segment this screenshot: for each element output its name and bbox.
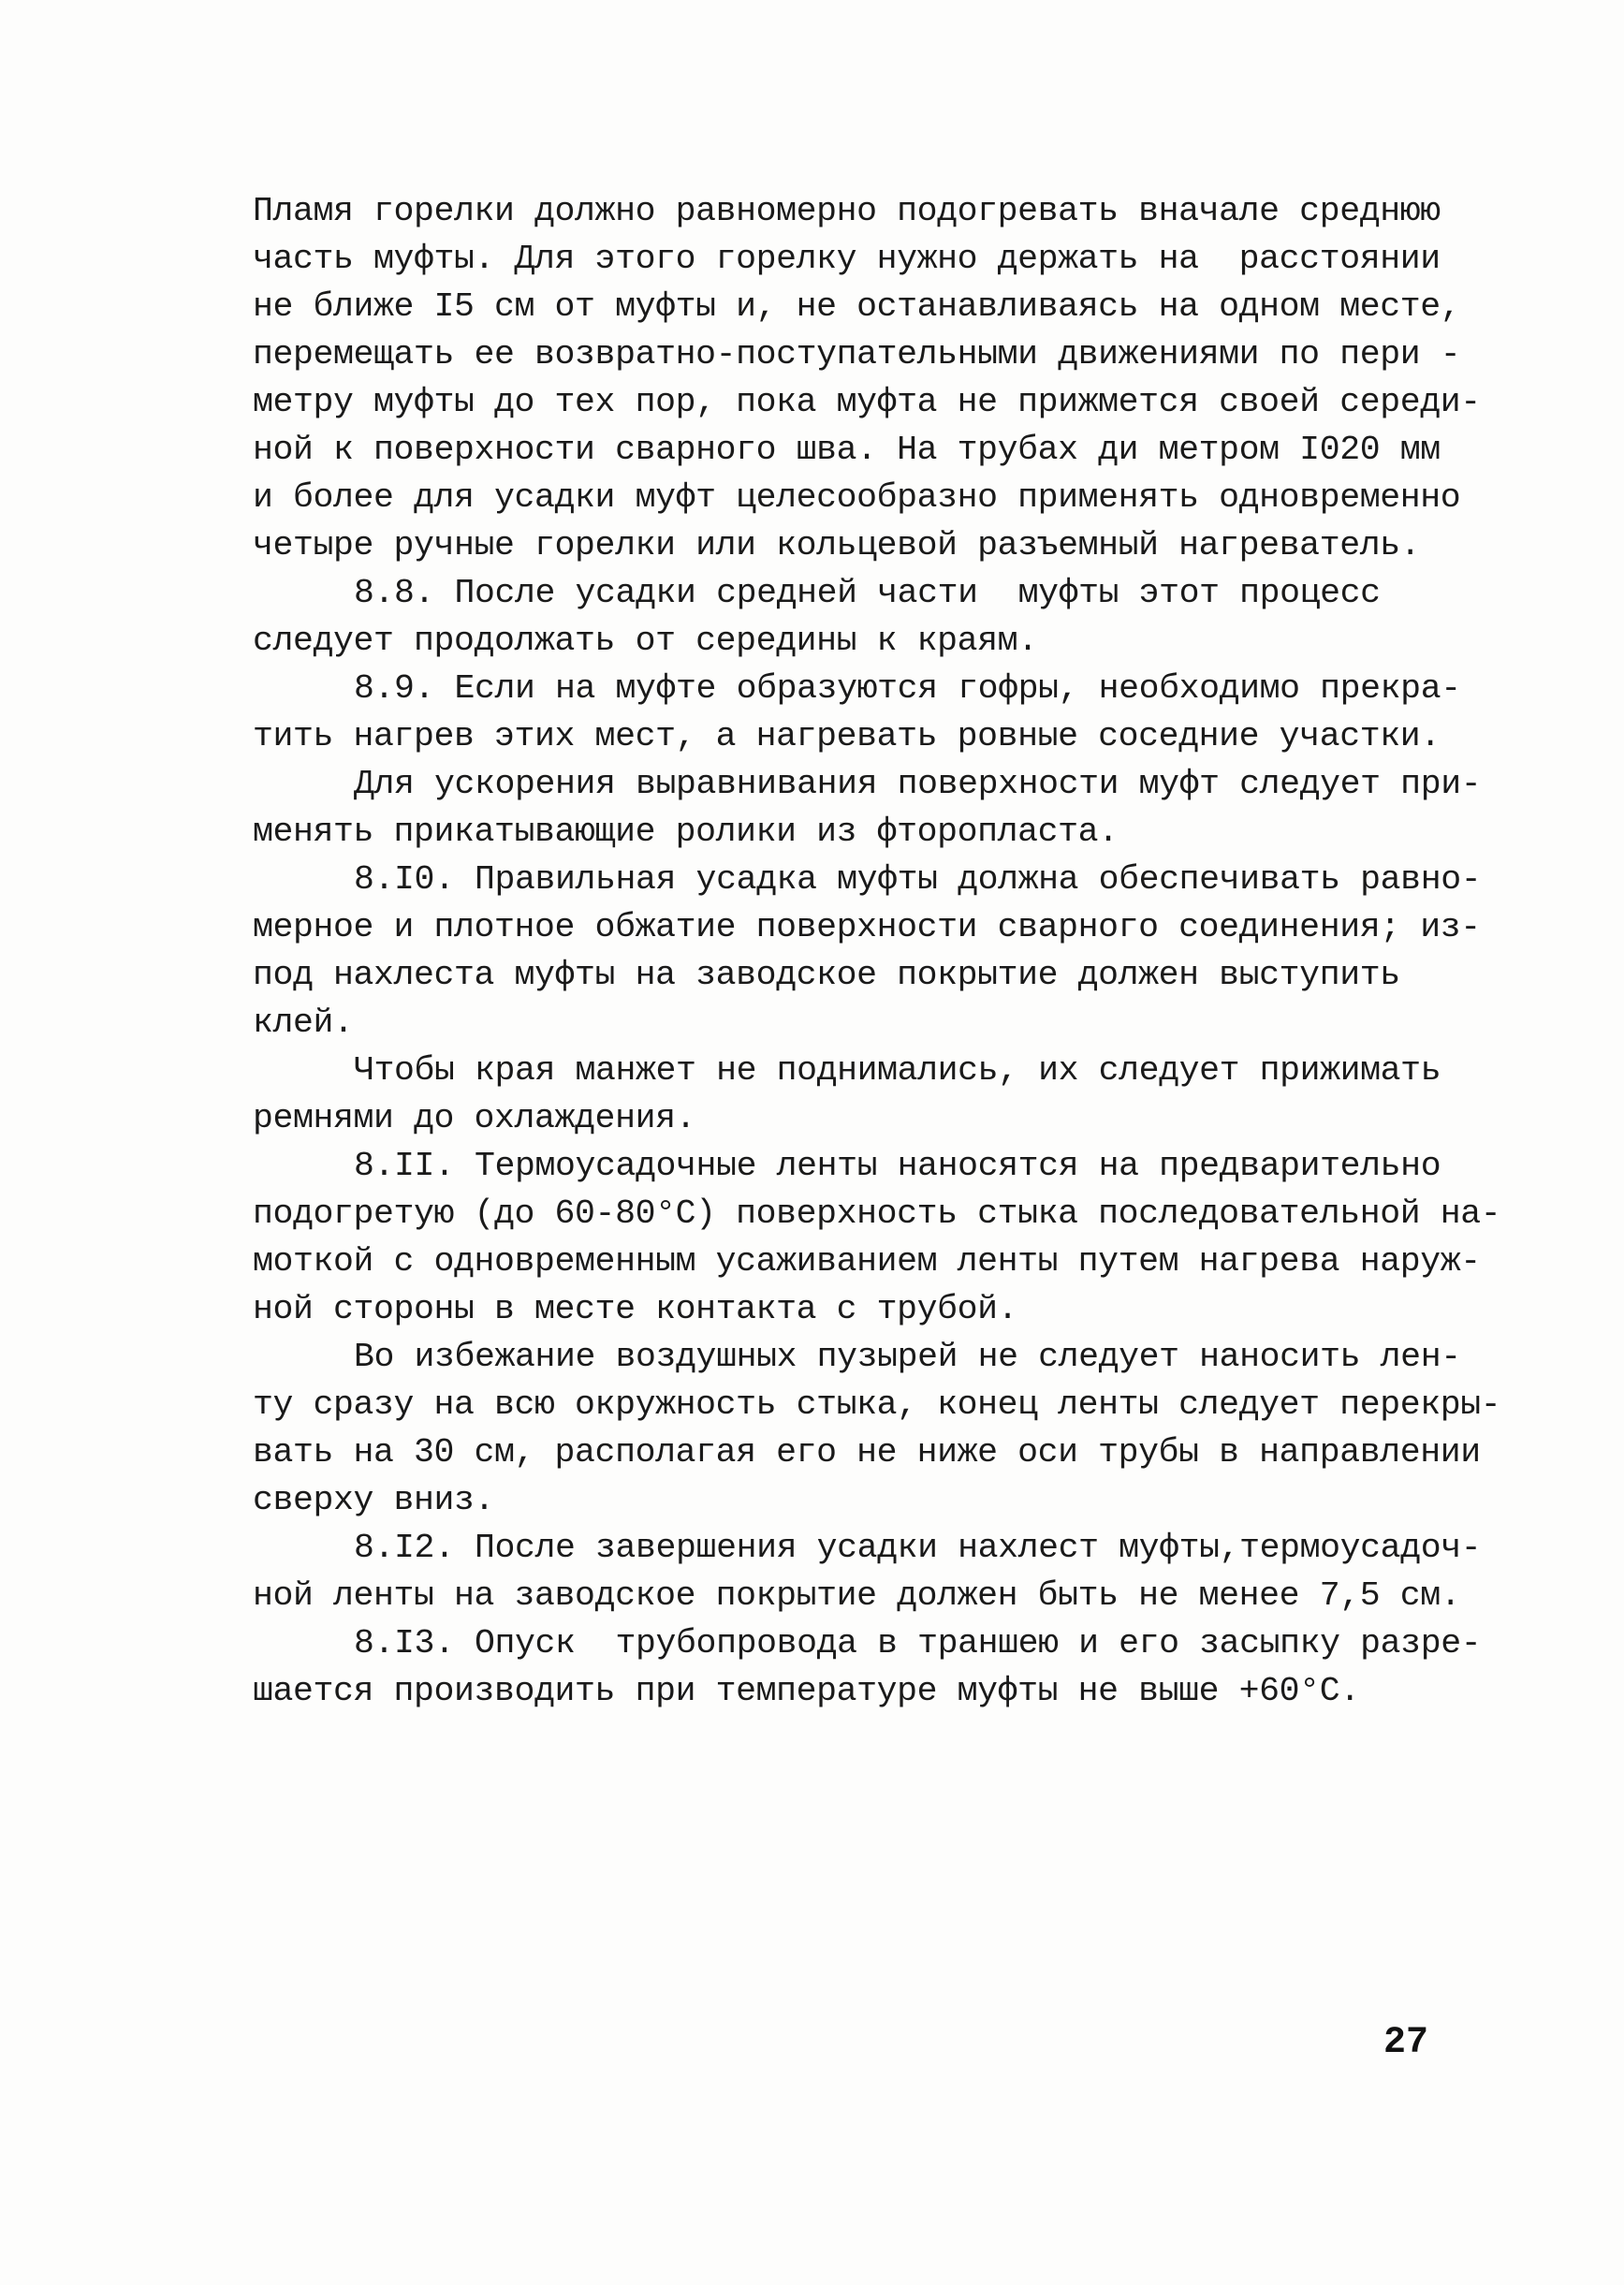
text-line: сверху вниз.	[253, 1481, 495, 1519]
text-line: ной стороны в месте контакта с трубой.	[253, 1290, 1018, 1328]
paragraph-8-10	[253, 856, 1482, 1047]
text-line: следует продолжать от середины к краям.	[253, 622, 1038, 660]
text-line: 8.II. Термоусадочные ленты наносятся на предварительно	[354, 1147, 1441, 1185]
text-line: 8.I3. Опуск трубопровода в траншею и его засыпку разре-	[354, 1624, 1482, 1662]
paragraph-8-9	[253, 665, 1470, 760]
paragraph-8-13	[253, 1619, 1482, 1715]
text-line: и более для усадки муфт целесообразно применять одновременно	[253, 478, 1461, 517]
paragraph-flame-heating	[253, 187, 1481, 569]
text-line: 8.I2. После завершения усадки нахлест муфты,термоусадоч-	[354, 1529, 1482, 1567]
text-line: не ближе I5 см от муфты и, не останавливаясь на одном месте,	[253, 287, 1461, 326]
text-line: Для ускорения выравнивания поверхности муфт следует при-	[354, 765, 1482, 803]
text-line: часть муфты. Для этого горелку нужно держать на расстоянии	[253, 240, 1441, 278]
text-line: Чтобы края манжет не поднимались, их следует прижимать	[354, 1051, 1441, 1090]
body-text	[253, 187, 1501, 1715]
text-line: четыре ручные горелки или кольцевой разъемный нагреватель.	[253, 526, 1421, 564]
paragraph-8-8	[253, 569, 1470, 665]
text-line: вать на 30 см, располагая его не ниже оси трубы в направлении	[253, 1433, 1481, 1472]
text-line: шается производить при температуре муфты не выше +60°С.	[253, 1672, 1360, 1710]
text-line: мерное и плотное обжатие поверхности сварного соединения; из-	[253, 908, 1481, 946]
text-line: под нахлеста муфты на заводское покрытие должен выступить	[253, 956, 1400, 994]
paragraph-8-12	[253, 1524, 1482, 1619]
text-line: тить нагрев этих мест, а нагревать ровные соседние участки.	[253, 717, 1441, 755]
text-line: ремнями до охлаждения.	[253, 1099, 696, 1137]
text-line: перемещать ее возвратно-поступательными движениями по пери -	[253, 335, 1461, 374]
text-line: 8.I0. Правильная усадка муфты должна обеспечивать равно-	[354, 860, 1482, 899]
text-line: ту сразу на всю окружность стыка, конец ленты следует перекры-	[253, 1385, 1501, 1424]
paragraph-belts	[253, 1047, 1470, 1142]
text-line: метру муфты до тех пор, пока муфта не прижмется своей середи-	[253, 383, 1481, 421]
paragraph-8-11	[253, 1142, 1501, 1333]
paragraph-air-bubbles	[253, 1333, 1501, 1524]
paragraph-rollers	[253, 760, 1482, 856]
text-line: подогретую (до 60-80°С) поверхность стыка последовательной на-	[253, 1194, 1501, 1233]
text-line: Во избежание воздушных пузырей не следует наносить лен-	[354, 1338, 1461, 1376]
text-line: моткой с одновременным усаживанием ленты путем нагрева наруж-	[253, 1242, 1481, 1281]
text-line: ной к поверхности сварного шва. На трубах ди метром I020 мм	[253, 431, 1441, 469]
text-line: клей.	[253, 1003, 354, 1042]
text-line: Пламя горелки должно равномерно подогревать вначале среднюю	[253, 192, 1441, 230]
page-number: 27	[1383, 2022, 1429, 2064]
text-line: ной ленты на заводское покрытие должен быть не менее 7,5 см.	[253, 1576, 1461, 1615]
text-line: менять прикатывающие ролики из фторопласта.	[253, 813, 1119, 851]
text-line: 8.8. После усадки средней части муфты этот процесс	[354, 574, 1381, 612]
text-line: 8.9. Если на муфте образуются гофры, необходимо прекра-	[354, 669, 1461, 708]
